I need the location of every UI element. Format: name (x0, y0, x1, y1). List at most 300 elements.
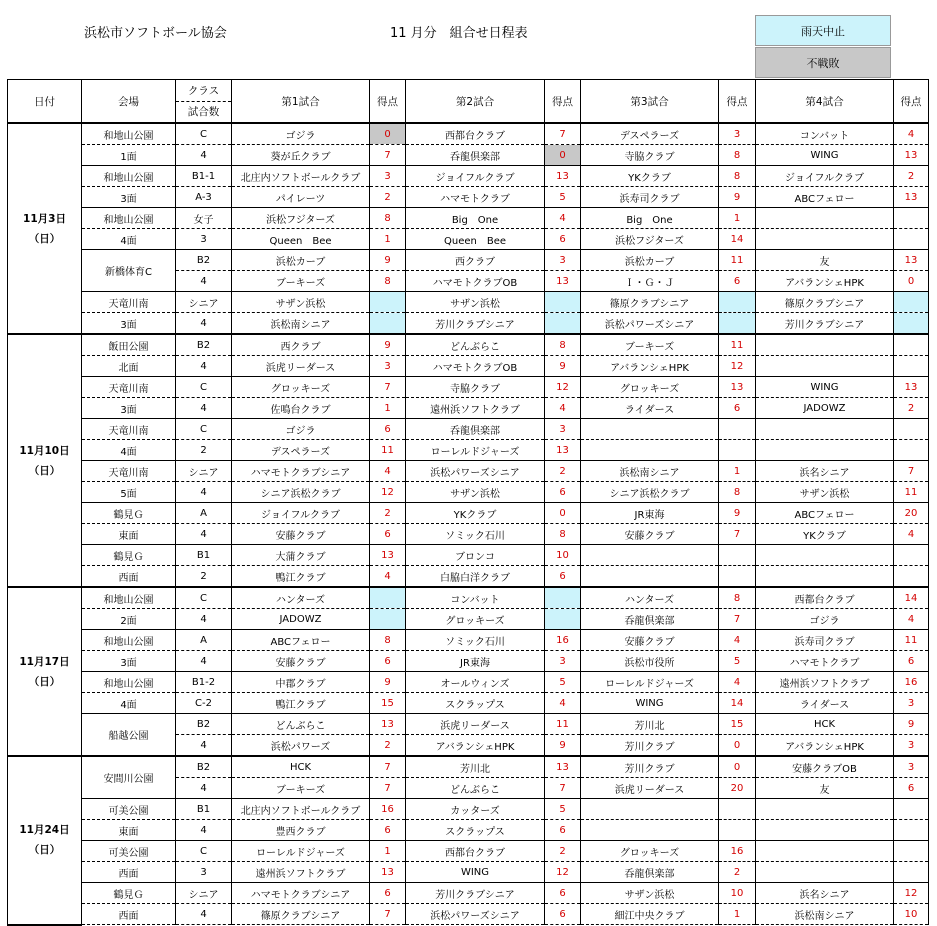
team-game-4 (756, 545, 894, 566)
team-game-1: JADOWZ (232, 609, 370, 630)
score-1: 7 (370, 778, 406, 799)
team-game-2: 呑龍倶楽部 (406, 419, 545, 440)
class-cell: C (176, 841, 232, 862)
venue-name: 天竜川南 (82, 292, 176, 313)
venue-name: 和地山公園 (82, 208, 176, 229)
score-1: 6 (370, 820, 406, 841)
score-4: 2 (894, 166, 929, 187)
class-cell: 4 (176, 398, 232, 419)
team-game-3: 浜寿司クラブ (581, 187, 719, 208)
score-3: 6 (719, 271, 756, 292)
score-2: 13 (545, 756, 581, 778)
table-row (8, 123, 929, 145)
score-3: 0 (719, 756, 756, 778)
team-game-2: 寺脇クラブ (406, 377, 545, 398)
team-game-1: 北庄内ソフトボールクラブ (232, 166, 370, 187)
score-2: 5 (545, 799, 581, 820)
score-4 (894, 799, 929, 820)
score-3 (719, 419, 756, 440)
score-1: 4 (370, 566, 406, 588)
team-game-4: サザン浜松 (756, 482, 894, 503)
class-cell: 4 (176, 145, 232, 166)
score-4 (894, 208, 929, 229)
score-3: 8 (719, 145, 756, 166)
team-game-4: 友 (756, 250, 894, 271)
score-1: 4 (370, 461, 406, 482)
score-4 (894, 440, 929, 461)
team-game-4: 西都台クラブ (756, 587, 894, 609)
score-3: 9 (719, 187, 756, 208)
team-game-4: WING (756, 377, 894, 398)
table-row (8, 166, 929, 187)
score-4: 20 (894, 503, 929, 524)
score-4 (894, 334, 929, 356)
table-row (8, 756, 929, 778)
team-game-4 (756, 841, 894, 862)
score-1: 11 (370, 440, 406, 461)
class-cell: 2 (176, 440, 232, 461)
team-game-3 (581, 799, 719, 820)
col-score2: 得点 (545, 80, 581, 124)
venue-name: 和地山公園 (82, 587, 176, 609)
score-2: 16 (545, 630, 581, 651)
team-game-1: どんぶらこ (232, 714, 370, 735)
score-2: 3 (545, 250, 581, 271)
score-1: 7 (370, 145, 406, 166)
team-game-1: デスペラーズ (232, 440, 370, 461)
team-game-3: 芳川北 (581, 714, 719, 735)
score-2: 6 (545, 482, 581, 503)
class-cell: B1-2 (176, 672, 232, 693)
score-1: 0 (370, 123, 406, 145)
team-game-1: ハマモトクラブシニア (232, 461, 370, 482)
table-row (8, 883, 929, 904)
team-game-1: 北庄内ソフトボールクラブ (232, 799, 370, 820)
venue-court: 4面 (82, 440, 176, 461)
score-3 (719, 313, 756, 335)
score-2: 8 (545, 334, 581, 356)
score-2: 13 (545, 271, 581, 292)
score-4: 10 (894, 904, 929, 925)
score-3: 6 (719, 398, 756, 419)
class-cell: シニア (176, 461, 232, 482)
score-4 (894, 292, 929, 313)
org-title: 浜松市ソフトボール協会 (84, 26, 227, 41)
score-4: 3 (894, 735, 929, 757)
team-game-3: WING (581, 693, 719, 714)
venue-court: 3面 (82, 651, 176, 672)
venue-court: 西面 (82, 862, 176, 883)
team-game-3: ローレルドジャーズ (581, 672, 719, 693)
score-1: 9 (370, 250, 406, 271)
table-row (8, 693, 929, 714)
score-1: 13 (370, 714, 406, 735)
team-game-1: ローレルドジャーズ (232, 841, 370, 862)
score-1: 8 (370, 630, 406, 651)
date-label: 11月17日 (19, 655, 70, 668)
score-2: 12 (545, 862, 581, 883)
venue-court: 3面 (82, 187, 176, 208)
score-3: 9 (719, 503, 756, 524)
class-cell: B2 (176, 250, 232, 271)
table-row (8, 398, 929, 419)
table-row (8, 799, 929, 820)
table-row (8, 587, 929, 609)
team-game-2: どんぶらこ (406, 334, 545, 356)
team-game-2: YKクラブ (406, 503, 545, 524)
team-game-4: コンバット (756, 123, 894, 145)
col-class-bottom: 試合数 (187, 105, 220, 118)
class-cell: 3 (176, 229, 232, 250)
table-row (8, 609, 929, 630)
score-1: 13 (370, 862, 406, 883)
score-3: 13 (719, 377, 756, 398)
team-game-2: Queen Bee (406, 229, 545, 250)
col-venue: 会場 (82, 80, 176, 124)
team-game-3: 安藤クラブ (581, 524, 719, 545)
day-of-week: （日） (28, 844, 61, 857)
team-game-3: YKクラブ (581, 166, 719, 187)
score-4: 4 (894, 524, 929, 545)
col-score1: 得点 (370, 80, 406, 124)
legend-rain-cancel: 雨天中止 (755, 15, 891, 46)
table-row (8, 820, 929, 841)
table-row (8, 208, 929, 229)
score-3: 7 (719, 609, 756, 630)
team-game-3: 呑龍倶楽部 (581, 862, 719, 883)
team-game-3: JR東海 (581, 503, 719, 524)
table-row (8, 672, 929, 693)
table-row (8, 545, 929, 566)
score-1: 2 (370, 735, 406, 757)
table-row (8, 356, 929, 377)
date-cell (8, 123, 82, 334)
class-cell: B2 (176, 756, 232, 778)
team-game-1: ブーキーズ (232, 271, 370, 292)
score-1 (370, 609, 406, 630)
team-game-2: ソミック石川 (406, 524, 545, 545)
score-2: 7 (545, 123, 581, 145)
col-game4: 第4試合 (756, 80, 894, 124)
table-row (8, 250, 929, 271)
score-2 (545, 609, 581, 630)
score-3: 16 (719, 841, 756, 862)
venue-name: 天竜川南 (82, 377, 176, 398)
team-game-3 (581, 545, 719, 566)
table-row (8, 313, 929, 335)
team-game-4: 浜名シニア (756, 883, 894, 904)
team-game-3: ライダース (581, 398, 719, 419)
team-game-3: デスペラーズ (581, 123, 719, 145)
venue-court: 東面 (82, 524, 176, 545)
score-4: 11 (894, 482, 929, 503)
venue-name: 鶴見Ｇ (82, 503, 176, 524)
score-3: 14 (719, 229, 756, 250)
team-game-2: ハマモトクラブOB (406, 271, 545, 292)
team-game-1: ABCフェロー (232, 630, 370, 651)
col-score4: 得点 (894, 80, 929, 124)
score-4: 12 (894, 883, 929, 904)
team-game-1: ブーキーズ (232, 778, 370, 799)
score-2: 4 (545, 398, 581, 419)
score-4: 7 (894, 461, 929, 482)
class-cell: C (176, 123, 232, 145)
score-3 (719, 292, 756, 313)
table-row (8, 377, 929, 398)
team-game-2: サザン浜松 (406, 292, 545, 313)
team-game-1: 葵が丘クラブ (232, 145, 370, 166)
score-3 (719, 799, 756, 820)
score-2: 11 (545, 714, 581, 735)
team-game-3: アバランシェHPK (581, 356, 719, 377)
team-game-4: ABCフェロー (756, 503, 894, 524)
table-row (8, 187, 929, 208)
team-game-2: ジョイフルクラブ (406, 166, 545, 187)
class-cell: 2 (176, 566, 232, 588)
team-game-1: 大蒲クラブ (232, 545, 370, 566)
col-class (176, 80, 232, 124)
score-2: 12 (545, 377, 581, 398)
team-game-1: 浜松南シニア (232, 313, 370, 335)
score-3: 7 (719, 524, 756, 545)
class-cell: B1 (176, 799, 232, 820)
score-4: 0 (894, 271, 929, 292)
score-1 (370, 587, 406, 609)
score-4 (894, 229, 929, 250)
score-2: 2 (545, 461, 581, 482)
team-game-2: ハマモトクラブ (406, 187, 545, 208)
team-game-4 (756, 566, 894, 588)
venue-court: 北面 (82, 356, 176, 377)
day-of-week: （日） (28, 232, 61, 245)
score-1: 7 (370, 904, 406, 925)
score-2: 5 (545, 187, 581, 208)
class-cell: 4 (176, 651, 232, 672)
team-game-4 (756, 419, 894, 440)
score-4: 9 (894, 714, 929, 735)
score-4 (894, 862, 929, 883)
score-4 (894, 356, 929, 377)
class-cell: B2 (176, 714, 232, 735)
score-1: 6 (370, 419, 406, 440)
team-game-4: 浜名シニア (756, 461, 894, 482)
team-game-1: 遠州浜ソフトクラブ (232, 862, 370, 883)
score-3 (719, 440, 756, 461)
score-2: 9 (545, 356, 581, 377)
score-1: 12 (370, 482, 406, 503)
score-1: 1 (370, 229, 406, 250)
team-game-3 (581, 440, 719, 461)
score-4: 4 (894, 609, 929, 630)
team-game-1: Queen Bee (232, 229, 370, 250)
score-1: 7 (370, 377, 406, 398)
venue-name: 和地山公園 (82, 166, 176, 187)
venue-court: 西面 (82, 904, 176, 925)
team-game-3: 浜松パワーズシニア (581, 313, 719, 335)
team-game-4: HCK (756, 714, 894, 735)
team-game-2: 芳川クラブシニア (406, 883, 545, 904)
score-3 (719, 566, 756, 588)
score-4: 13 (894, 377, 929, 398)
score-4 (894, 313, 929, 335)
score-2: 4 (545, 208, 581, 229)
score-3: 1 (719, 461, 756, 482)
score-4: 2 (894, 398, 929, 419)
team-game-3: サザン浜松 (581, 883, 719, 904)
score-3 (719, 820, 756, 841)
team-game-4: JADOWZ (756, 398, 894, 419)
score-2: 4 (545, 693, 581, 714)
score-1: 13 (370, 545, 406, 566)
score-1: 8 (370, 271, 406, 292)
team-game-4 (756, 862, 894, 883)
score-4 (894, 820, 929, 841)
score-3: 20 (719, 778, 756, 799)
team-game-1: グロッキーズ (232, 377, 370, 398)
col-game2: 第2試合 (406, 80, 545, 124)
score-2: 9 (545, 735, 581, 757)
score-2: 0 (545, 503, 581, 524)
team-game-2: 浜松パワーズシニア (406, 904, 545, 925)
date-label: 11月10日 (19, 444, 70, 457)
score-2: 6 (545, 566, 581, 588)
team-game-1: 安藤クラブ (232, 651, 370, 672)
team-game-2: ローレルドジャーズ (406, 440, 545, 461)
score-2: 6 (545, 904, 581, 925)
table-row (8, 334, 929, 356)
score-1: 16 (370, 799, 406, 820)
team-game-2: Big One (406, 208, 545, 229)
team-game-3: Ｉ・Ｇ・Ｊ (581, 271, 719, 292)
team-game-3: 呑龍倶楽部 (581, 609, 719, 630)
venue-name: 鶴見Ｇ (82, 545, 176, 566)
team-game-3 (581, 820, 719, 841)
class-cell: 4 (176, 271, 232, 292)
score-3: 8 (719, 482, 756, 503)
venue-court: 2面 (82, 609, 176, 630)
score-4: 3 (894, 693, 929, 714)
team-game-2: 西都台クラブ (406, 841, 545, 862)
team-game-2: 浜虎リーダース (406, 714, 545, 735)
team-game-1: 鴨江クラブ (232, 693, 370, 714)
class-cell: A (176, 503, 232, 524)
score-4: 13 (894, 187, 929, 208)
team-game-1: シニア浜松クラブ (232, 482, 370, 503)
venue-name: 安間川公園 (82, 756, 176, 799)
team-game-3: シニア浜松クラブ (581, 482, 719, 503)
team-game-1: パイレーツ (232, 187, 370, 208)
team-game-1: 安藤クラブ (232, 524, 370, 545)
team-game-3: Big One (581, 208, 719, 229)
score-4: 13 (894, 145, 929, 166)
month-title: 11 月分 組合せ日程表 (390, 26, 528, 41)
score-2: 3 (545, 651, 581, 672)
team-game-1: 西クラブ (232, 334, 370, 356)
class-cell: 4 (176, 356, 232, 377)
table-row (8, 461, 929, 482)
venue-name: 天竜川南 (82, 419, 176, 440)
class-cell: 4 (176, 778, 232, 799)
team-game-3: 浜虎リーダース (581, 778, 719, 799)
team-game-1: 鴨江クラブ (232, 566, 370, 588)
class-cell: 4 (176, 524, 232, 545)
team-game-4 (756, 820, 894, 841)
team-game-1: サザン浜松 (232, 292, 370, 313)
venue-court: 西面 (82, 566, 176, 588)
team-game-2: 白脇白洋クラブ (406, 566, 545, 588)
score-3: 0 (719, 735, 756, 757)
team-game-4: ライダース (756, 693, 894, 714)
score-3: 5 (719, 651, 756, 672)
table-row (8, 292, 929, 313)
score-4: 13 (894, 250, 929, 271)
venue-court: 4面 (82, 229, 176, 250)
score-1: 6 (370, 651, 406, 672)
score-1: 7 (370, 756, 406, 778)
table-row (8, 482, 929, 503)
class-cell: 4 (176, 904, 232, 925)
team-game-3: 芳川クラブ (581, 735, 719, 757)
team-game-1: 佐鳴台クラブ (232, 398, 370, 419)
team-game-4: 篠原クラブシニア (756, 292, 894, 313)
team-game-2: コンバット (406, 587, 545, 609)
class-cell: シニア (176, 292, 232, 313)
team-game-4: WING (756, 145, 894, 166)
score-4: 6 (894, 778, 929, 799)
team-game-2: 遠州浜ソフトクラブ (406, 398, 545, 419)
score-3: 1 (719, 208, 756, 229)
team-game-3: グロッキーズ (581, 377, 719, 398)
team-game-1: ハンターズ (232, 587, 370, 609)
table-row (8, 630, 929, 651)
team-game-4 (756, 334, 894, 356)
score-2: 10 (545, 545, 581, 566)
team-game-4: ABCフェロー (756, 187, 894, 208)
team-game-1: 浜松カーブ (232, 250, 370, 271)
score-4: 6 (894, 651, 929, 672)
team-game-4: 芳川クラブシニア (756, 313, 894, 335)
score-2: 13 (545, 166, 581, 187)
team-game-1: ジョイフルクラブ (232, 503, 370, 524)
venue-court: 東面 (82, 820, 176, 841)
team-game-4 (756, 440, 894, 461)
team-game-3 (581, 566, 719, 588)
team-game-2: JR東海 (406, 651, 545, 672)
score-1 (370, 292, 406, 313)
team-game-3: 浜松市役所 (581, 651, 719, 672)
score-1: 2 (370, 187, 406, 208)
score-2: 5 (545, 672, 581, 693)
team-game-4: ハマモトクラブ (756, 651, 894, 672)
score-3: 8 (719, 166, 756, 187)
venue-name: 天竜川南 (82, 461, 176, 482)
class-cell: 女子 (176, 208, 232, 229)
header-row (8, 80, 929, 124)
team-game-4: 安藤クラブOB (756, 756, 894, 778)
team-game-3: 浜松南シニア (581, 461, 719, 482)
col-game1: 第1試合 (232, 80, 370, 124)
date-cell (8, 334, 82, 587)
team-game-2: 呑龍倶楽部 (406, 145, 545, 166)
class-cell: 3 (176, 862, 232, 883)
score-4: 14 (894, 587, 929, 609)
team-game-4: 遠州浜ソフトクラブ (756, 672, 894, 693)
score-2: 3 (545, 419, 581, 440)
score-1: 2 (370, 503, 406, 524)
score-3: 2 (719, 862, 756, 883)
score-2: 2 (545, 841, 581, 862)
table-row (8, 419, 929, 440)
